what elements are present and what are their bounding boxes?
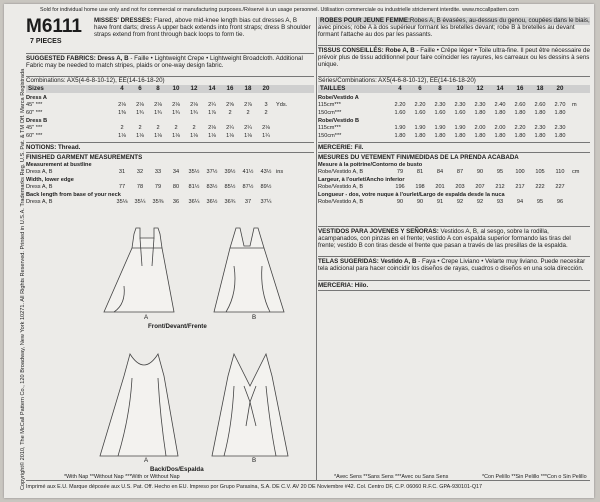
cell-value: 96 — [556, 199, 564, 205]
row-label: Width, lower edge — [26, 177, 74, 183]
row-label: Largeur, à l'ourlet/Ancho inferior — [318, 177, 405, 183]
back-view-a — [100, 354, 178, 456]
cell-value: 1⅛ — [172, 133, 180, 139]
cell-value: 35½ — [188, 169, 200, 175]
divider — [26, 142, 314, 143]
row-sublabel: 150cm*** — [318, 133, 342, 139]
cell-value: 1⅛ — [190, 133, 198, 139]
column-divider — [316, 17, 317, 481]
row-sublabel: 45" *** — [26, 102, 43, 108]
cell-value: 2.30 — [554, 125, 566, 131]
cell-value: 32 — [136, 169, 144, 175]
cell-value: 1.90 — [454, 125, 466, 131]
cell-value: 222 — [535, 184, 545, 190]
cell-value: 81½ — [188, 184, 200, 190]
cell-value: 196 — [395, 184, 405, 190]
row-label: Dress B — [26, 118, 48, 124]
cell-value: 78 — [136, 184, 144, 190]
cell-value: 2.30 — [434, 102, 446, 108]
cell-value: 1.80 — [414, 133, 426, 139]
cell-value: 110 — [555, 169, 565, 175]
cell-value: 1¼ — [262, 133, 270, 139]
fabrics-fr-text: - Faille • Crêpe léger • Toile ultra-fine. Il peut être nécessaire de prévoir plus de tissu additionnel pour faire coïncider les rayures, les carreaux ou les dessins à sens unique. — [318, 47, 590, 69]
description-fr — [318, 17, 590, 39]
cell-value: 1¾ — [154, 110, 162, 116]
combinations-fr: Séries/Combinations: AX5(4-6-8-10-12), EE(14-16-18-20) — [318, 77, 476, 84]
cell-value: 2 — [120, 125, 124, 131]
fabrics-fr — [318, 47, 590, 69]
cell-value: 95 — [496, 169, 504, 175]
cell-value: 1.80 — [514, 110, 526, 116]
cell-value: 212 — [495, 184, 505, 190]
row-label: Robe/Vestido B — [318, 118, 360, 124]
cell-value: 90 — [416, 199, 424, 205]
row-label: Measurement at bustline — [26, 162, 92, 168]
size-16: 16 — [226, 85, 234, 92]
footnote-es: *Con Pelillo **Sin Pelillo ***Con o Sin Pelillo — [482, 474, 587, 480]
spanish-fabrics-text: - Faya • Crepe Liviano • Velarte muy liviano. Puede necesitar tela adicional para hacer coincidir los diseños de rayas, cuadros o diseños en una sola dirección. — [318, 258, 586, 273]
unit-label: Yds. — [276, 102, 288, 108]
cell-value: 105 — [535, 169, 545, 175]
view-label-b-back: B — [252, 457, 257, 464]
row-label: Longueur - dos, votre nuque à l'ourlet/Largo de espalda desde la nuca — [318, 192, 505, 198]
combinations-en: Combinations: AX5(4-6-8-10-12), EE(14-16-18-20) — [26, 77, 165, 84]
cell-value: 2.20 — [514, 125, 526, 131]
pattern-number: M6111 — [26, 16, 82, 37]
fabrics-fr-title: TISSUS CONSEILLÉS: Robe A, B — [318, 47, 415, 54]
cell-value: 2⅛ — [208, 125, 216, 131]
cell-value: 2 — [246, 110, 250, 116]
cell-value: 1⅞ — [208, 110, 216, 116]
cell-value: 35⅛ — [116, 199, 128, 205]
cell-value: 2.30 — [454, 102, 466, 108]
cell-value: 91 — [436, 199, 444, 205]
cell-value: 2.40 — [494, 102, 506, 108]
row-label: Robe/Vestido A — [318, 95, 359, 101]
cell-value: 1.80 — [554, 110, 566, 116]
cell-value: 1.80 — [554, 133, 566, 139]
fabrics-en-text: - Faille • Lightweight Crepe • Lightweight Broadcloth. Additional Fabric may be needed to match stripes, plaids or one-way design fabric. — [26, 55, 303, 70]
cell-value: 1.80 — [434, 133, 446, 139]
cell-value: 100 — [515, 169, 525, 175]
cell-value: 41½ — [242, 169, 254, 175]
cell-value: 79 — [396, 169, 404, 175]
cell-value: 37¼ — [260, 199, 272, 205]
print-line: Imprimé aux E.U. Marque déposée aux U.S. Pat. Off. Hecho en EU. Impreso por Grupo Parasina, S.A. DE C.V. AV 20 DE Noviembre #42. Col. Centro DF, C.P. 06060 R.F.C. GPA-930101-Q17 — [26, 484, 483, 490]
cell-value: 1.80 — [474, 133, 486, 139]
size-10: 10 — [172, 85, 180, 92]
dress-illustrations — [74, 226, 314, 474]
side-copyright-text: Copyright© 2010, The McCall Pattern Co., 120 Broadway, New York 10271. All Rights Reserved. Printed in U.S.A. Trademarks Reg. U.S. Pat. & TM Off. Marca Registrada — [20, 68, 26, 490]
cell-value: 1.80 — [494, 110, 506, 116]
cell-value: 35⅜ — [152, 199, 164, 205]
row-sublabel: Dress A, B — [26, 199, 53, 205]
divider — [26, 53, 314, 54]
footnote-en: *With Nap **Without Nap ***With or Without Nap — [64, 474, 180, 480]
cell-value: 2.60 — [534, 102, 546, 108]
front-view-a — [104, 228, 174, 312]
cell-value: 35¼ — [134, 199, 146, 205]
unit-label: m — [572, 102, 577, 108]
cell-value: 34 — [172, 169, 180, 175]
cell-value: 1.90 — [394, 125, 406, 131]
cell-value: 2 — [156, 125, 160, 131]
cell-value: 2⅛ — [262, 125, 270, 131]
cell-value: 2.00 — [474, 125, 486, 131]
size-14: 14 — [208, 85, 216, 92]
cell-value: 1.80 — [454, 133, 466, 139]
cell-value: 1.60 — [454, 110, 466, 116]
divider — [318, 290, 590, 291]
size-16: 16 — [516, 85, 524, 92]
cell-value: 87 — [456, 169, 464, 175]
sizes-label-fr: TAILLES — [320, 85, 346, 92]
cell-value: 2.60 — [514, 102, 526, 108]
size-18: 18 — [244, 85, 252, 92]
cell-value: 84 — [436, 169, 444, 175]
cell-value: 2 — [228, 110, 232, 116]
cell-value: 1⅛ — [244, 133, 252, 139]
row-sublabel: 60" *** — [26, 133, 43, 139]
row-sublabel: 150cm*** — [318, 110, 342, 116]
cell-value: 36½ — [206, 199, 218, 205]
cell-value: 201 — [435, 184, 445, 190]
size-12: 12 — [190, 85, 198, 92]
row-sublabel: 115cm*** — [318, 125, 341, 131]
usage-notice: Sold for individual home use only and not for commercial or manufacturing purposes./Réservé à un usage personnel. Utilisation commerciale ou industrielle strictement interdite. www.mccallpattern.com — [40, 7, 519, 13]
cell-value: 90 — [396, 199, 404, 205]
cell-value: 87½ — [242, 184, 254, 190]
cell-value: 1.80 — [514, 133, 526, 139]
cell-value: 2¼ — [244, 125, 252, 131]
cell-value: 2⅛ — [172, 102, 180, 108]
cell-value: 85½ — [224, 184, 236, 190]
row-sublabel: Robe/Vestido A, B — [318, 184, 364, 190]
cell-value: 2⅝ — [226, 102, 234, 108]
spanish-text: Vestidos A, B, al sesgo, sobre la rodilla, acampanados, con pinzas en el frente; vestido A con espalda superior formando las tiras del frente; vestido B con tiras desde el frente que pasan a través de las presillas de la espalda. — [318, 228, 571, 250]
cell-value: 90 — [476, 169, 484, 175]
divider — [318, 226, 590, 227]
cell-value: 198 — [415, 184, 425, 190]
cell-value: 81 — [416, 169, 424, 175]
cell-value: 89½ — [260, 184, 272, 190]
cell-value: 1⅛ — [118, 133, 126, 139]
size-20: 20 — [556, 85, 564, 92]
cell-value: 1⅛ — [208, 133, 216, 139]
cell-value: 36¼ — [188, 199, 200, 205]
view-label-a-back: A — [144, 457, 149, 464]
spanish-fabrics — [318, 258, 590, 272]
cell-value: 2 — [138, 125, 142, 131]
unit-label: ins — [276, 169, 284, 175]
cell-value: 31 — [118, 169, 126, 175]
row-label: Back length from base of your neck — [26, 192, 121, 198]
cell-value: 2¼ — [226, 125, 234, 131]
cell-value: 77 — [118, 184, 126, 190]
cell-value: 1¾ — [172, 110, 180, 116]
footnote-fr: *Avec Sens **Sans Sens ***Avec ou Sans Sens — [334, 474, 449, 480]
front-view-b — [214, 228, 284, 312]
cell-value: 2.70 — [554, 102, 566, 108]
cell-value: 94 — [516, 199, 524, 205]
spanish-notions: MERCERIA: Hilo. — [318, 282, 369, 289]
spanish-fabrics-title: TELAS SUGERIDAS: Vestido A, B — [318, 258, 417, 265]
cell-value: 2.00 — [494, 125, 506, 131]
cell-value: 2¼ — [208, 102, 216, 108]
finished-title-fr: MESURES DU VETEMENT FINI/MEDIDAS DE LA PRENDA ACABADA — [318, 154, 519, 161]
cell-value: 92 — [456, 199, 464, 205]
cell-value: 2.30 — [474, 102, 486, 108]
cell-value: 2 — [264, 110, 268, 116]
cell-value: 207 — [475, 184, 485, 190]
cell-value: 3 — [264, 102, 268, 108]
cell-value: 80 — [172, 184, 180, 190]
cell-value: 83½ — [206, 184, 218, 190]
cell-value: 217 — [515, 184, 525, 190]
cell-value: 79 — [154, 184, 162, 190]
size-20: 20 — [262, 85, 270, 92]
cell-value: 2.30 — [534, 125, 546, 131]
cell-value: 92 — [476, 199, 484, 205]
cell-value: 1.90 — [434, 125, 446, 131]
row-label: Dress A — [26, 95, 47, 101]
cell-value: 95 — [536, 199, 544, 205]
cell-value: 1¾ — [190, 110, 198, 116]
description-fr-text: Robes A, B évasées, au-dessus du genou, coupées dans le biais, avec pinces; robe A à dos supérieur formant les bretelles devant; robe B à bretelles au devant formant l'attache au dos par les passants. — [318, 17, 590, 39]
fabrics-en — [26, 55, 314, 69]
cell-value: 2 — [174, 125, 178, 131]
row-sublabel: Robe/Vestido A, B — [318, 199, 364, 205]
row-sublabel: 45" *** — [26, 125, 43, 131]
row-sublabel: 60" *** — [26, 110, 43, 116]
description-en — [94, 17, 312, 39]
cell-value: 1⅛ — [136, 133, 144, 139]
cell-value: 2⅛ — [190, 102, 198, 108]
size-4: 4 — [398, 85, 402, 92]
row-sublabel: Robe/Vestido A, B — [318, 169, 364, 175]
cell-value: 2⅞ — [244, 102, 252, 108]
size-6: 6 — [418, 85, 422, 92]
row-sublabel: Dress A, B — [26, 169, 53, 175]
cell-value: 2⅛ — [118, 102, 126, 108]
piece-count: 7 PIECES — [30, 38, 62, 45]
divider — [318, 45, 590, 46]
size-12: 12 — [476, 85, 484, 92]
cell-value: 43½ — [260, 169, 272, 175]
cell-value: 1.60 — [394, 110, 406, 116]
size-10: 10 — [456, 85, 464, 92]
size-4: 4 — [120, 85, 124, 92]
cell-value: 1⅛ — [226, 133, 234, 139]
notions-fr: MERCERIE: Fil. — [318, 144, 364, 151]
front-caption: Front/Devant/Frente — [148, 323, 207, 330]
description-en-title: MISSES' DRESSES: — [94, 17, 153, 24]
cell-value: 1.80 — [534, 133, 546, 139]
cell-value: 1⅜ — [118, 110, 126, 116]
row-label: Mesure à la poitrine/Contorno de busto — [318, 162, 423, 168]
divider — [26, 152, 314, 153]
divider — [318, 256, 590, 257]
cell-value: 39½ — [224, 169, 236, 175]
notions-en: NOTIONS: Thread. — [26, 144, 81, 151]
spanish-title: VESTIDOS PARA JOVENES Y SEÑORAS: — [318, 228, 439, 235]
side-copyright — [6, 18, 26, 490]
view-label-b-front: B — [252, 314, 257, 321]
size-8: 8 — [438, 85, 442, 92]
finished-title-en: FINISHED GARMENT MEASUREMENTS — [26, 154, 143, 161]
size-14: 14 — [496, 85, 504, 92]
cell-value: 2 — [192, 125, 196, 131]
description-fr-title: ROBES POUR JEUNE FEMME: — [318, 17, 590, 25]
divider — [318, 280, 590, 281]
cell-value: 37 — [244, 199, 252, 205]
pattern-envelope-back — [4, 4, 594, 498]
cell-value: 2⅛ — [154, 102, 162, 108]
unit-label: cm — [572, 169, 580, 175]
cell-value: 2.20 — [414, 102, 426, 108]
back-caption: Back/Dos/Espalda — [150, 466, 204, 473]
cell-value: 36 — [172, 199, 180, 205]
cell-value: 1.80 — [474, 110, 486, 116]
cell-value: 203 — [455, 184, 465, 190]
divider — [318, 142, 590, 143]
cell-value: 1⅛ — [154, 133, 162, 139]
row-sublabel: 115cm*** — [318, 102, 341, 108]
cell-value: 1¾ — [136, 110, 144, 116]
back-view-b — [212, 354, 288, 456]
description-en-text: Flared, above mid-knee length bias cut dresses A, B have front darts; dress A upper back extends into front straps; dress B shoulder straps extend from front through back loops to form tie. — [94, 17, 311, 39]
size-18: 18 — [536, 85, 544, 92]
size-6: 6 — [138, 85, 142, 92]
cell-value: 1.60 — [414, 110, 426, 116]
cell-value: 1.80 — [394, 133, 406, 139]
cell-value: 2.20 — [394, 102, 406, 108]
cell-value: 36¾ — [224, 199, 236, 205]
row-sublabel: Dress A, B — [26, 184, 53, 190]
size-8: 8 — [156, 85, 160, 92]
cell-value: 33 — [154, 169, 162, 175]
sizes-label-en: Sizes — [28, 85, 44, 92]
cell-value: 1.80 — [494, 133, 506, 139]
divider — [318, 152, 590, 153]
view-label-a-front: A — [144, 314, 149, 321]
cell-value: 2⅛ — [136, 102, 144, 108]
cell-value: 37½ — [206, 169, 218, 175]
cell-value: 1.60 — [434, 110, 446, 116]
cell-value: 1.80 — [534, 110, 546, 116]
cell-value: 93 — [496, 199, 504, 205]
cell-value: 1.90 — [414, 125, 426, 131]
spanish-description — [318, 228, 590, 250]
fabrics-en-title: SUGGESTED FABRICS: Dress A, B — [26, 55, 129, 62]
cell-value: 227 — [555, 184, 565, 190]
